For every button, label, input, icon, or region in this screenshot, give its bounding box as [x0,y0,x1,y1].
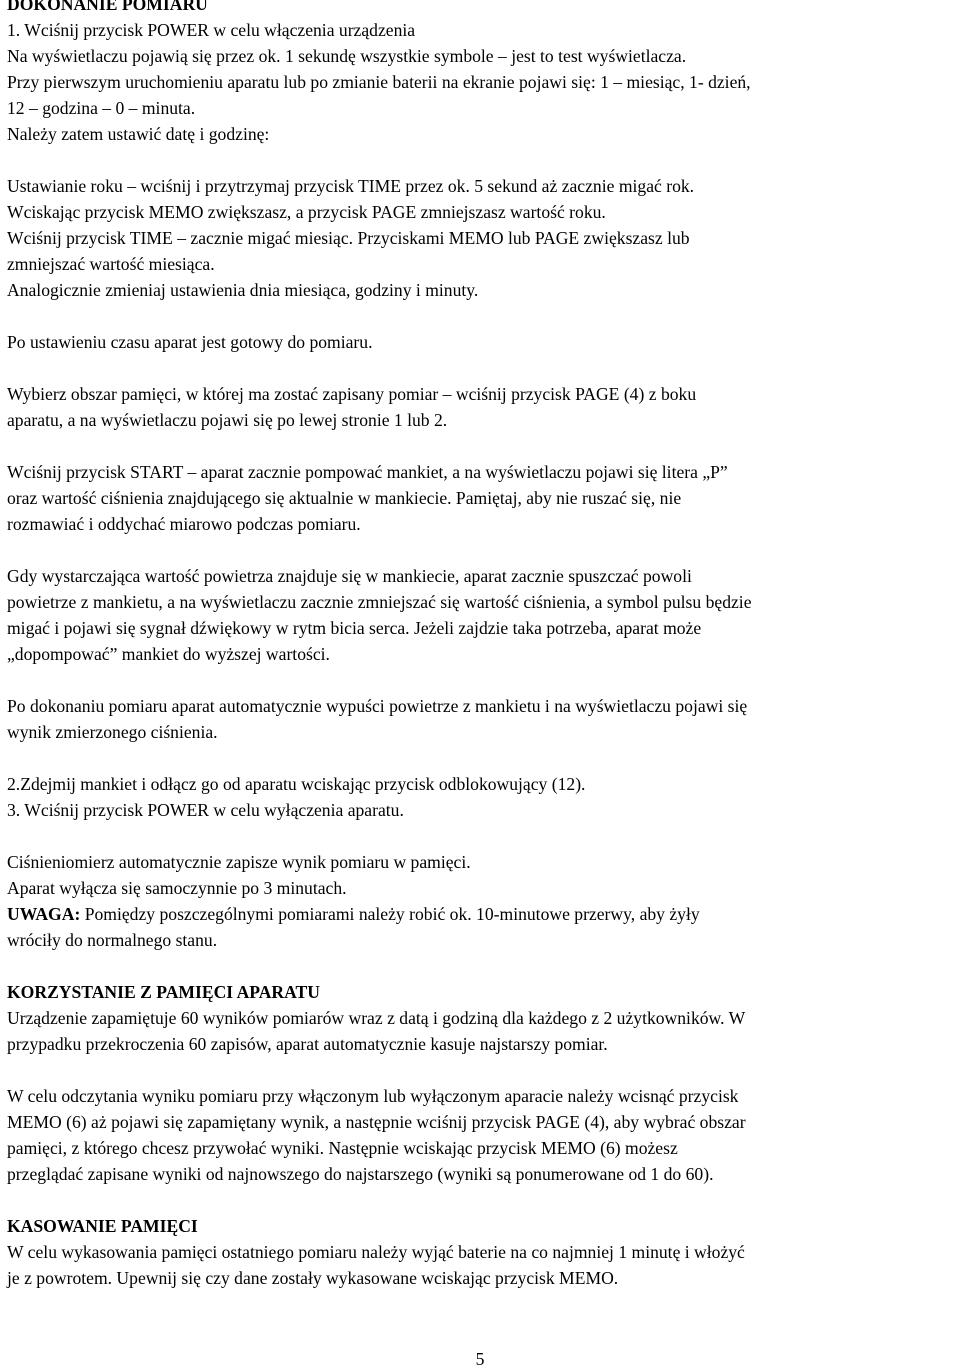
text-line: 12 – godzina – 0 – minuta. [7,98,196,118]
paragraph-gap [7,303,957,329]
text-line: MEMO (6) aż pojawi się zapamiętany wynik, a następnie wciśnij przycisk PAGE (4), aby wybrać obszar [7,1112,746,1132]
paragraph-result [7,693,957,745]
paragraph-finish-steps [7,771,957,823]
warning-line [7,901,957,927]
paragraph-gap [7,953,957,979]
text-line: przypadku przekroczenia 60 zapisów, aparat automatycznie kasuje najstarszy pomiar. [7,1034,608,1054]
text-line: Wciskając przycisk MEMO zwiększasz, a przycisk PAGE zmniejszasz wartość roku. [7,202,606,222]
text-line: Wybierz obszar pamięci, w której ma zostać zapisany pomiar – wciśnij przycisk PAGE (4) z boku [7,384,697,404]
paragraph-deflation [7,563,957,667]
paragraph-memory-area [7,381,957,433]
paragraph-ready [7,329,957,355]
section-measurement [7,0,957,147]
paragraph-gap [7,745,957,771]
text-line: W celu wykasowania pamięci ostatniego pomiaru należy wyjąć baterie na co najmniej 1 minutę i włożyć [7,1242,745,1262]
text-line: Ciśnieniomierz automatycznie zapisze wynik pomiaru w pamięci. [7,852,471,872]
text-line: Wciśnij przycisk START – aparat zacznie pompować mankiet, a na wyświetlaczu pojawi się litera „P” [7,462,728,482]
text-line: powietrze z mankietu, a na wyświetlaczu zacznie zmniejszać się wartość ciśnienia, a symbol pulsu będzie [7,592,752,612]
text-line: Na wyświetlaczu pojawią się przez ok. 1 sekundę wszystkie symbole – jest to test wyświetlacza. [7,46,687,66]
paragraph-gap [7,1057,957,1083]
section-heading: DOKONANIE POMIARU [7,0,208,14]
text-line: przeglądać zapisane wyniki od najnowszego do najstarszego (wyniki są ponumerowane od 1 do 60). [7,1164,714,1184]
paragraph-gap [7,823,957,849]
text-line: 3. Wciśnij przycisk POWER w celu wyłączenia aparatu. [7,800,404,820]
paragraph-auto-save [7,849,957,953]
warning-text: Pomiędzy poszczególnymi pomiarami należy robić ok. 10-minutowe przerwy, aby żyły [80,904,700,924]
text-line: migać i pojawi się sygnał dźwiękowy w rytm bicia serca. Jeżeli zajdzie taka potrzeba, aparat może [7,618,702,638]
section-memory-erase [7,1213,957,1291]
paragraph-memory-read [7,1083,957,1187]
text-line: Należy zatem ustawić datę i godzinę: [7,124,270,144]
text-line: Gdy wystarczająca wartość powietrza znajduje się w mankiecie, aparat zacznie spuszczać powoli [7,566,692,586]
paragraph-gap [7,433,957,459]
page-number: 5 [475,1349,485,1369]
text-line: 2.Zdejmij mankiet i odłącz go od aparatu wciskając przycisk odblokowujący (12). [7,774,586,794]
paragraph-gap [7,667,957,693]
text-line: Po ustawieniu czasu aparat jest gotowy do pomiaru. [7,332,373,352]
text-line: wróciły do normalnego stanu. [7,930,218,950]
text-line: Wciśnij przycisk TIME – zacznie migać miesiąc. Przyciskami MEMO lub PAGE zwiększasz lub [7,228,690,248]
paragraph-start [7,459,957,537]
text-line: Ustawianie roku – wciśnij i przytrzymaj przycisk TIME przez ok. 5 sekund aż zacznie migać rok. [7,176,695,196]
warning-label: UWAGA: [7,904,81,924]
text-line: pamięci, z którego chcesz przywołać wyniki. Następnie wciskając przycisk MEMO (6) możesz [7,1138,678,1158]
text-line: Analogicznie zmieniaj ustawienia dnia miesiąca, godziny i minuty. [7,280,479,300]
text-line: Aparat wyłącza się samoczynnie po 3 minutach. [7,878,347,898]
document-page [7,0,957,1291]
paragraph-gap [7,147,957,173]
section-memory-usage [7,979,957,1057]
text-line: aparatu, a na wyświetlaczu pojawi się po lewej stronie 1 lub 2. [7,410,448,430]
paragraph-gap [7,537,957,563]
text-line: W celu odczytania wyniku pomiaru przy włączonym lub wyłączonym aparacie należy wcisnąć przycisk [7,1086,739,1106]
text-line: oraz wartość ciśnienia znajdującego się aktualnie w mankiecie. Pamiętaj, aby nie ruszać się, nie [7,488,682,508]
text-line: zmniejszać wartość miesiąca. [7,254,215,274]
section-heading: KASOWANIE PAMIĘCI [7,1216,198,1236]
paragraph-date-setup [7,173,957,303]
text-line: Przy pierwszym uruchomieniu aparatu lub po zmianie baterii na ekranie pojawi się: 1 – miesiąc, 1- dzień, [7,72,751,92]
text-line: „dopompować” mankiet do wyższej wartości. [7,644,330,664]
section-heading: KORZYSTANIE Z PAMIĘCI APARATU [7,982,320,1002]
text-line: wynik zmierzonego ciśnienia. [7,722,218,742]
text-line: Po dokonaniu pomiaru aparat automatycznie wypuści powietrze z mankietu i na wyświetlaczu pojawi się [7,696,748,716]
paragraph-gap [7,355,957,381]
paragraph-gap [7,1187,957,1213]
text-line: je z powrotem. Upewnij się czy dane zostały wykasowane wciskając przycisk MEMO. [7,1268,619,1288]
text-line: Urządzenie zapamiętuje 60 wyników pomiarów wraz z datą i godziną dla każdego z 2 użytkowników. W [7,1008,746,1028]
text-line: 1. Wciśnij przycisk POWER w celu włączenia urządzenia [7,20,416,40]
text-line: rozmawiać i oddychać miarowo podczas pomiaru. [7,514,361,534]
